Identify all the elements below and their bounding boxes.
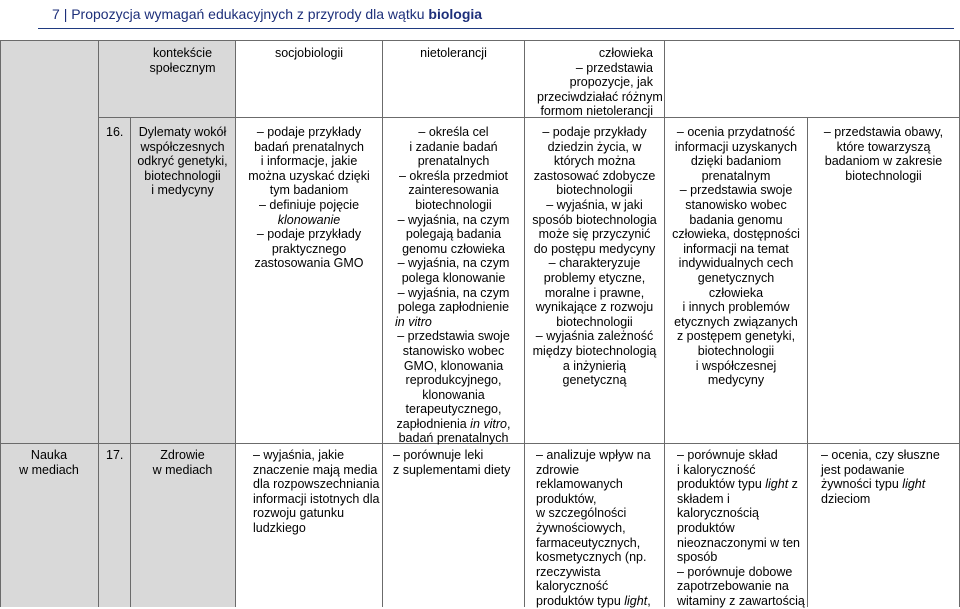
row17-fourth-part2: składem i kalorycznością produktów nieoznaczonymi w ten sposób – porównuje dobowe zapotrzebowanie na witaminy z zawartością (677, 491, 805, 608)
col-border-1 (98, 40, 99, 607)
row16-basic-part2: – podaje przykłady praktycznego zastosowania GMO (254, 227, 364, 271)
row17-third-last-prefix: produktów typu (536, 593, 625, 608)
col-border-0 (0, 40, 1, 607)
page-number: 7 (52, 6, 60, 22)
row17-extended: – porównuje leki z suplementami diety (393, 448, 511, 477)
row17-third-text: – analizuje wpływ na zdrowie reklamowanych produktów, w szczególności żywnościowych, farmaceutycznych, kosmetycznych (np. rzeczywista kaloryczność (536, 448, 651, 594)
row17-fourth-part1: – porównuje skład i kaloryczność (677, 448, 778, 477)
row17-basic: – wyjaśnia, jakie znaczenie mają media dla rozpowszechniania informacji istotnych dla rozwoju gatunku ludzkiego (253, 448, 380, 535)
row16-topic: Dylematy wokół współczesnych odkryć genetyki, biotechnologii i medycyny (137, 125, 228, 198)
row17-fourth-line-suffix: z (788, 477, 798, 492)
row17-fourth (677, 448, 807, 609)
row16-basic-part1: – podaje przykłady badań prenatalnych i informacje, jakie można uzyskać dzięki tym badaniom – definiuje pojęcie (248, 125, 370, 212)
row17-third-last-italic: light (624, 593, 648, 608)
row17-fifth-part2: dzieciom (821, 491, 871, 506)
row17-third (536, 448, 664, 609)
row17-fourth-line-italic: light (765, 477, 789, 492)
row16-fourth: – ocenia przydatność informacji uzyskanych dzięki badaniom prenatalnym – przedstawia swoje stanowisko wobec badania genomu człowieka, dostępności informacji na temat indywidualnych cech genetycznych człowieka i innych problemów etycznych związanych z postępem genetyki, biotechnologii i współczesnej medycyny (672, 125, 800, 388)
row0-extended: nietolerancji (420, 46, 487, 60)
row0-third: człowieka – przedstawia propozycje, jak przeciwdziałać różnym formom nietolerancji (537, 46, 663, 119)
col-border-7 (807, 117, 808, 607)
row16-extended (383, 125, 524, 446)
row16-basic (236, 125, 382, 271)
row17-topic: Zdrowie w mediach (152, 448, 213, 477)
row-border-top (0, 40, 960, 41)
row17-fifth-italic: light (902, 477, 926, 492)
row0-topic: kontekście społecznym (149, 46, 216, 75)
row16-extended-part3: badań prenatalnych (398, 431, 509, 446)
row16-basic-italic: klonowanie (277, 212, 341, 227)
row17-section: Nauka w mediach (19, 448, 79, 477)
row16-extended-part1: – określa cel i zadanie badań prenatalnych – określa przedmiot zainteresowania biotechnologii – wyjaśnia, na czym polegają badania genomu człowieka – wyjaśnia, na czym polega klonowanie – wyjaśnia, na czym polega zapłodnienie (397, 125, 510, 315)
row-border-16 (98, 117, 960, 118)
row16-extended-part2: – przedstawia swoje stanowisko wobec GMO, klonowania reprodukcyjnego, klonowania terapeutycznego, (397, 329, 510, 417)
row0-basic: socjobiologii (274, 46, 344, 60)
row16-number: 16. (106, 125, 124, 139)
title-bold: biologia (428, 6, 483, 22)
row17-third-last-suffix: , (647, 593, 651, 608)
row16-fifth: – przedstawia obawy, które towarzyszą badaniom w zakresie biotechnologii (823, 125, 944, 183)
row16-extended-line-suffix: , (507, 416, 511, 431)
row17-fifth (821, 448, 959, 506)
title-text: Propozycja wymagań edukacyjnych z przyrody dla wątku (71, 6, 429, 22)
row17-third-last (536, 594, 664, 609)
row16-extended-line-italic: in vitro (470, 416, 507, 431)
row17-fifth-part1: – ocenia, czy słuszne jest podawanie żywności typu (821, 448, 940, 492)
header-separator: | (63, 6, 68, 22)
row16-extended-line (383, 417, 524, 432)
row17-fourth-line-prefix: produktów typu (677, 477, 766, 492)
section-column-shade (0, 40, 98, 607)
row17-fourth-line (677, 477, 807, 492)
row16-extended-line-prefix: zapłodnienia (396, 416, 471, 431)
row17-number: 17. (106, 448, 124, 462)
row16-extended-italic: in vitro (395, 314, 432, 329)
row16-third: – podaje przykłady dziedzin życia, w których można zastosować zdobycze biotechnologii – wyjaśnia, w jaki sposób biotechnologia może się przyczynić do postępu medycyny – charakteryzuje problemy etyczne, moralne i prawne, wynikające z rozwoju biotechnologii – wyjaśnia zależność między biotechnologią a inżynierią genetyczną (532, 125, 657, 388)
